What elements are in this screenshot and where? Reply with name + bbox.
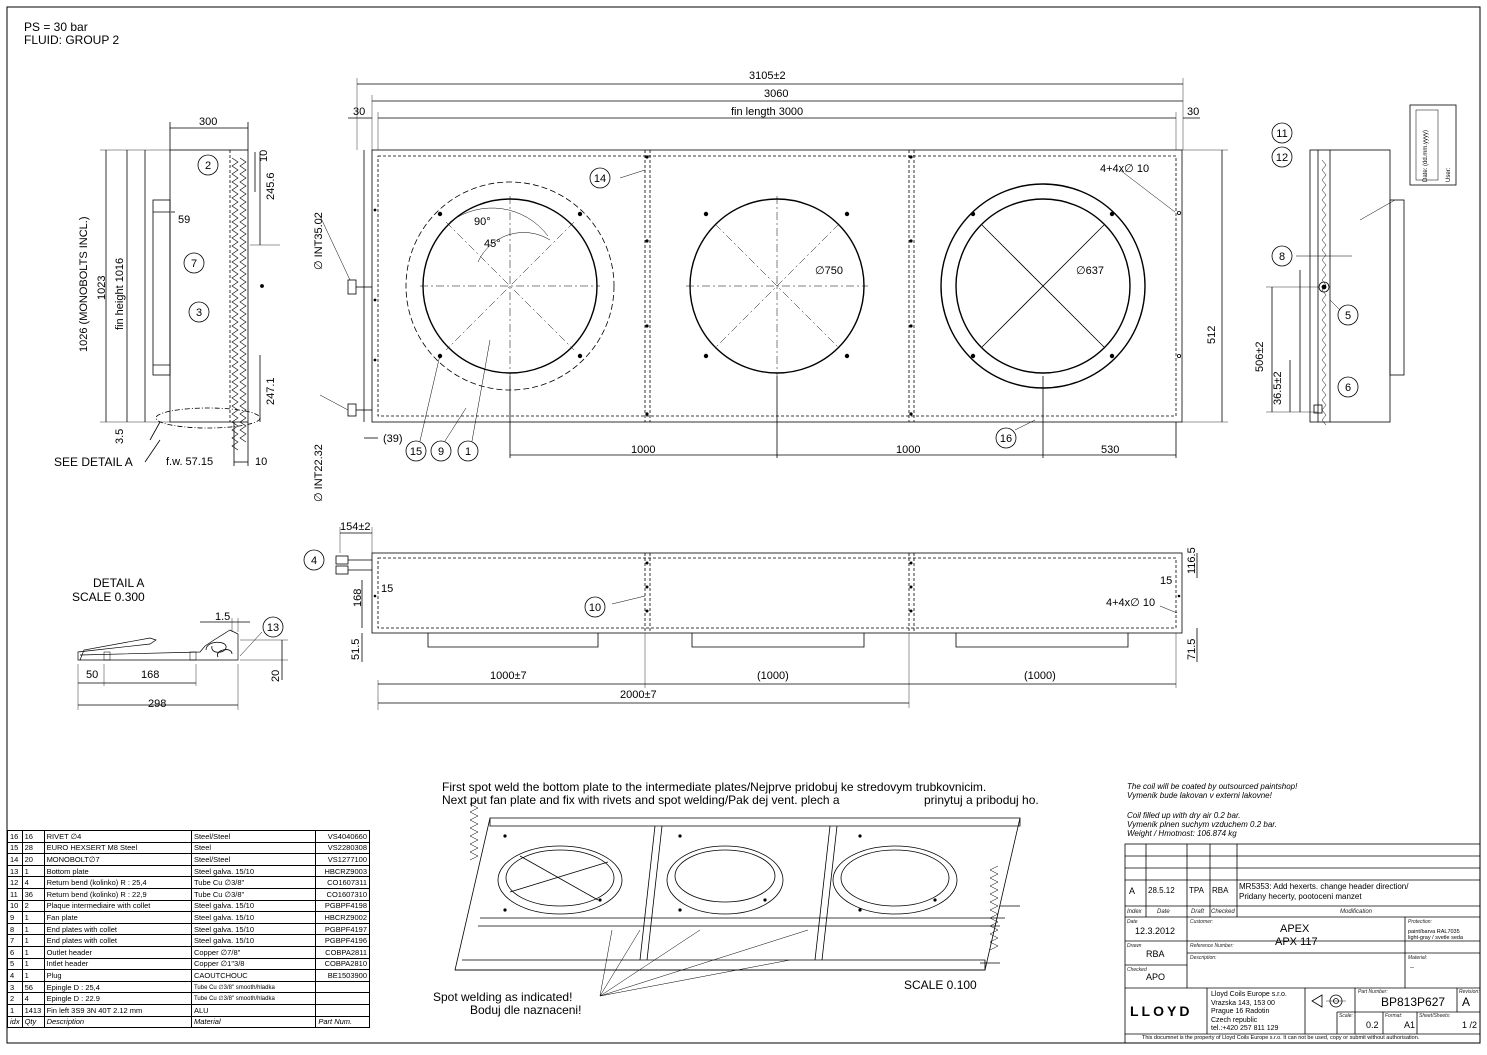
bom-idx: 1 xyxy=(8,1004,23,1016)
dim-300: 300 xyxy=(199,116,218,128)
spot-weld-leaders xyxy=(600,930,808,996)
dim-overall: 3105±2 xyxy=(749,70,786,82)
coating-note-6: Weight / Hmotnost: 106.874 kg xyxy=(1127,829,1237,838)
tb-protection-1: paint/barva RAL7035 xyxy=(1408,929,1460,935)
rev-modification-2: Pridany hecerty, pootoceni manzet xyxy=(1239,892,1362,901)
label-description: Description: xyxy=(1190,955,1217,961)
detail-168: 168 xyxy=(141,669,160,681)
dim-30-right: 30 xyxy=(1187,106,1200,118)
dim-512: 512 xyxy=(1206,325,1218,344)
bom-qty: 2 xyxy=(22,900,44,912)
tb-format: A1 xyxy=(1404,1020,1416,1030)
dim-36-5: 36.5±2 xyxy=(1272,371,1284,405)
bom-header-row xyxy=(8,1016,370,1028)
bom-part-num: BE1503900 xyxy=(316,970,370,982)
coating-note-2: Vymenik bude lakovan v externi lakovne! xyxy=(1127,791,1272,800)
bom-qty: 1 xyxy=(22,923,44,935)
tb-date: 12.3.2012 xyxy=(1135,926,1176,936)
bom-material: Copper ∅1"3/8 xyxy=(191,958,315,970)
dim-monobolts: 1026 (MONOBOLTS INCL.) xyxy=(78,216,90,352)
side-view xyxy=(100,122,280,466)
diameter-icon: ∅ xyxy=(1076,265,1086,277)
top-view-frame xyxy=(372,553,1182,633)
bom-idx: 12 xyxy=(8,877,23,889)
rev-checked: RBA xyxy=(1212,886,1229,895)
bom-idx: 15 xyxy=(8,842,23,854)
balloon-11: 11 xyxy=(1276,128,1288,140)
label-protection: Protection: xyxy=(1408,919,1432,925)
bom-row xyxy=(8,842,370,854)
bom-part-num: COBPA2811 xyxy=(316,946,370,958)
bom-material: Tube Cu ∅3/8" smooth/hladka xyxy=(191,981,315,993)
top-view xyxy=(336,527,1197,710)
bom-idx: 3 xyxy=(8,981,23,993)
bom-qty: Qty xyxy=(22,1016,44,1028)
isometric-view xyxy=(455,800,1020,996)
bom-description: EURO HEXSERT M8 Steel xyxy=(44,842,191,854)
bom-part-num: HBCRZ9002 xyxy=(316,912,370,924)
rev-modification-1: MR5353: Add hexerts. change header direction/ xyxy=(1239,882,1409,891)
tb-material: -- xyxy=(1410,965,1414,971)
dim-506: 506±2 xyxy=(1254,341,1266,372)
bom-description: Return bend (kolinko) R : 22,9 xyxy=(44,888,191,900)
dim-530: 530 xyxy=(1101,444,1120,456)
dim-245-6: 245.6 xyxy=(265,172,277,200)
bom-qty: 16 xyxy=(22,831,44,843)
coating-note-4: Coil filled up with dry air 0.2 bar. xyxy=(1127,811,1241,820)
bom-row xyxy=(8,993,370,1005)
dim-51-5: 51.5 xyxy=(350,638,362,660)
diameter-icon: ∅ xyxy=(313,489,325,502)
dim-116-5: 116.5 xyxy=(1186,547,1198,574)
spot-welding-en: Spot welding as indicated! xyxy=(433,990,573,1004)
bom-material: ALU xyxy=(191,1004,315,1016)
bom-qty: 1413 xyxy=(22,1004,44,1016)
bom-description: Epingle D : 22.9 xyxy=(44,993,191,1005)
bom-qty: 20 xyxy=(22,854,44,866)
bom-material: CAOUTCHOUC xyxy=(191,970,315,982)
dim-fin-height: fin height 1016 xyxy=(114,257,126,330)
bom-idx: 7 xyxy=(8,935,23,947)
balloon-9: 9 xyxy=(437,446,445,458)
company-line: Prague 16 Radotin xyxy=(1211,1008,1270,1015)
bom-material: Material xyxy=(191,1016,315,1028)
dim-1000-p1: (1000) xyxy=(757,670,789,682)
bom-description: End plates with collet xyxy=(44,923,191,935)
bill-of-materials xyxy=(7,830,370,1028)
pressure-note: PS = 30 bar xyxy=(24,20,88,34)
label-part-number: Part Number: xyxy=(1358,989,1388,995)
coating-note-5: Vymenik plnen suchym vzduchem 0.2 bar. xyxy=(1127,820,1277,829)
bom-qty: 4 xyxy=(22,993,44,1005)
label-tag-date: Date: (dd.mm.yyyy) xyxy=(1423,129,1429,182)
bom-idx: idx xyxy=(8,1016,23,1028)
bom-qty: 36 xyxy=(22,888,44,900)
mounting-holes xyxy=(374,155,1115,415)
bom-row xyxy=(8,1004,370,1016)
bom-qty: 1 xyxy=(22,865,44,877)
dim-int-top: ∅ INT35.02 xyxy=(313,212,325,270)
instruction-line-1: First spot weld the bottom plate to the intermediate plates/Nejprve pridobuj ke stredovym trubkovnicim. xyxy=(442,780,987,794)
bom-part-num: VS2280308 xyxy=(316,842,370,854)
tb-revision: A xyxy=(1462,995,1471,1009)
bom-qty: 1 xyxy=(22,912,44,924)
bom-qty: 4 xyxy=(22,877,44,889)
bom-material: Tube Cu ∅3/8" smooth/hladka xyxy=(191,993,315,1005)
dim-1000-a: 1000 xyxy=(631,444,656,456)
company-line: tel.:+420 257 811 129 xyxy=(1211,1025,1279,1032)
label-draft: Draft xyxy=(1191,909,1205,915)
bom-part-num: HBCRZ9003 xyxy=(316,865,370,877)
bom-row xyxy=(8,900,370,912)
bom-idx: 11 xyxy=(8,888,23,900)
angle-90: 90° xyxy=(474,216,491,228)
holes-top: 4+4x∅ 10 xyxy=(1100,163,1150,175)
bom-row xyxy=(8,923,370,935)
bom-row xyxy=(8,865,370,877)
instruction-line-2a: Next put fan plate and fix with rivets and spot welding/Pak dej vent. plech a xyxy=(442,793,840,807)
dim-15-right: 15 xyxy=(1160,575,1173,587)
bom-qty: 28 xyxy=(22,842,44,854)
label-scale: Scale: xyxy=(1339,1013,1353,1019)
diameter-icon: ∅ xyxy=(1124,163,1134,175)
bom-description: End plates with collet xyxy=(44,935,191,947)
bom-qty: 1 xyxy=(22,935,44,947)
bom-qty: 56 xyxy=(22,981,44,993)
bom-part-num xyxy=(316,981,370,993)
bom-idx: 16 xyxy=(8,831,23,843)
bom-idx: 9 xyxy=(8,912,23,924)
bom-idx: 10 xyxy=(8,900,23,912)
detail-title: DETAIL A xyxy=(93,576,145,590)
coating-note-1: The coil will be coated by outsourced paintshop! xyxy=(1127,782,1298,791)
company-logo: LLOYD xyxy=(1130,1003,1193,1019)
label-checked: Checked xyxy=(1211,909,1235,915)
bom-idx: 6 xyxy=(8,946,23,958)
dim-fin-length: fin length 3000 xyxy=(731,106,804,118)
dim-2000-7: 2000±7 xyxy=(620,689,657,701)
balloon-12: 12 xyxy=(1275,152,1289,164)
label-drawn: Drawn xyxy=(1127,943,1142,949)
balloon-4: 4 xyxy=(310,555,318,567)
bom-row xyxy=(8,935,370,947)
company-line: Czech republic xyxy=(1211,1016,1258,1024)
balloon-13: 13 xyxy=(266,622,280,634)
spot-welding-cz: Boduj dle naznaceni! xyxy=(470,1003,582,1017)
bom-material: Tube Cu ∅3/8" xyxy=(191,888,315,900)
bom-qty: 1 xyxy=(22,958,44,970)
bom-material: Steel galva. 15/10 xyxy=(191,912,315,924)
bom-material: Tube Cu ∅3/8" xyxy=(191,877,315,889)
holes-bottom: 4+4x∅ 10 xyxy=(1106,597,1156,609)
label-sheet: Sheet/Sheets: xyxy=(1419,1013,1451,1019)
bom-material: Steel galva. 15/10 xyxy=(191,900,315,912)
tb-customer: APEX xyxy=(1280,923,1310,935)
rev-drafted: TPA xyxy=(1189,886,1204,895)
bom-part-num xyxy=(316,993,370,1005)
instruction-line-2b: prinytuj a priboduj ho. xyxy=(924,793,1039,807)
bom-material: Copper ∅7/8" xyxy=(191,946,315,958)
bom-part-num: PGBPF4198 xyxy=(316,900,370,912)
company-address xyxy=(1211,991,1287,1034)
tb-protection-2: light-gray / svetle seda xyxy=(1408,935,1464,941)
bom-idx: 8 xyxy=(8,923,23,935)
rev-index: A xyxy=(1129,886,1136,896)
bom-part-num: COBPA2810 xyxy=(316,958,370,970)
dim-247-1: 247.1 xyxy=(265,377,277,405)
dim-1000-b: 1000 xyxy=(896,444,921,456)
detail-50: 50 xyxy=(86,669,99,681)
bom-description: Return bend (kolinko) R : 25,4 xyxy=(44,877,191,889)
bom-description: Fan plate xyxy=(44,912,191,924)
bom-idx: 5 xyxy=(8,958,23,970)
leader-lines xyxy=(420,170,1175,441)
balloon-15: 15 xyxy=(409,446,423,458)
balloon-2: 2 xyxy=(204,160,212,172)
iso-scale: SCALE 0.100 xyxy=(904,978,977,992)
bom-material: Steel galva. 15/10 xyxy=(191,935,315,947)
disclaimer: This documnet is the property of Lloyd Coils Europe s.r.o. It can not be used, copy or submit without authorisation. xyxy=(1142,1035,1420,1041)
bom-row xyxy=(8,970,370,982)
bom-material: Steel galva. 15/10 xyxy=(191,865,315,877)
bom-row xyxy=(8,958,370,970)
label-customer: Customer: xyxy=(1190,919,1214,925)
dim-30-left: 30 xyxy=(353,106,366,118)
bom-material: Steel xyxy=(191,842,315,854)
balloon-14: 14 xyxy=(593,173,607,185)
bom-part-num: PGBPF4196 xyxy=(316,935,370,947)
detail-scale: SCALE 0.300 xyxy=(72,590,145,604)
dim-71-5: 71.5 xyxy=(1186,638,1198,660)
balloon-10: 10 xyxy=(588,602,602,614)
bom-row xyxy=(8,877,370,889)
balloon-8: 8 xyxy=(1278,251,1286,263)
rev-date: 28.5.12 xyxy=(1148,886,1175,895)
bom-description: RIVET ∅4 xyxy=(44,831,191,843)
bom-row xyxy=(8,854,370,866)
detail-1-5: 1.5 xyxy=(215,611,231,623)
label-checked-by: Checked xyxy=(1127,967,1147,973)
label-format: Format: xyxy=(1385,1013,1403,1019)
bom-description: Outlet header xyxy=(44,946,191,958)
bom-row xyxy=(8,981,370,993)
bom-part-num: PGBPF4197 xyxy=(316,923,370,935)
tb-scale: 0.2 xyxy=(1366,1020,1379,1030)
bom-description: Plaque intermediaire with collet xyxy=(44,900,191,912)
label-reference: Reference Number: xyxy=(1190,943,1234,949)
dim-10-bottom: 10 xyxy=(255,456,268,468)
bom-part-num: CO1607311 xyxy=(316,877,370,889)
label-tb-date: Date xyxy=(1127,919,1138,925)
bom-description: Plug xyxy=(44,970,191,982)
diameter-icon: ∅ xyxy=(313,257,325,270)
fluid-note: FLUID: GROUP 2 xyxy=(24,33,120,47)
dim-1000-7: 1000±7 xyxy=(490,670,527,682)
bom-part-num: Part Num. xyxy=(316,1016,370,1028)
bom-row xyxy=(8,888,370,900)
balloon-3: 3 xyxy=(195,307,203,319)
label-modification: Modification xyxy=(1340,909,1373,915)
dim-10-top: 10 xyxy=(258,149,270,162)
dim-3-5: 3.5 xyxy=(114,428,126,444)
bom-part-num: VS4040660 xyxy=(316,831,370,843)
bom-idx: 2 xyxy=(8,993,23,1005)
bom-description: Fin left 3S9 3N 40T 2.12 mm xyxy=(44,1004,191,1016)
dim-154: 154±2 xyxy=(340,521,371,533)
label-material: Material: xyxy=(1408,955,1428,961)
tb-product: APX 117 xyxy=(1275,936,1318,948)
bom-description: Bottom plate xyxy=(44,865,191,877)
bom-material: Steel/Steel xyxy=(191,854,315,866)
bom-material: Steel galva. 15/10 xyxy=(191,923,315,935)
side-view-body xyxy=(170,150,248,422)
detail-a xyxy=(78,618,288,710)
dim-39: (39) xyxy=(383,433,403,445)
bom-part-num: VS1277100 xyxy=(316,854,370,866)
dim-3060: 3060 xyxy=(764,88,789,100)
bom-description: MONOBOLT∅7 xyxy=(44,854,191,866)
bom-description: Epingle D : 25,4 xyxy=(44,981,191,993)
bom-description: Intlet header xyxy=(44,958,191,970)
dim-15-left: 15 xyxy=(381,583,394,595)
bom-idx: 4 xyxy=(8,970,23,982)
bom-idx: 13 xyxy=(8,865,23,877)
bom-idx: 14 xyxy=(8,854,23,866)
balloon-6: 6 xyxy=(1344,382,1352,394)
dia-750: ∅750 xyxy=(815,265,843,277)
dim-59: 59 xyxy=(178,214,191,226)
angle-45: 45° xyxy=(484,238,501,250)
balloon-1: 1 xyxy=(464,446,472,458)
detail-20: 20 xyxy=(270,669,282,682)
bom-material: Steel/Steel xyxy=(191,831,315,843)
company-line: Vrazska 143, 153 00 xyxy=(1211,999,1275,1007)
balloon-7: 7 xyxy=(190,258,198,270)
bom-row xyxy=(8,831,370,843)
side-view-flange xyxy=(153,200,170,375)
dim-int-bottom: ∅ INT22.32 xyxy=(313,444,325,502)
label-tag-user: User: xyxy=(1446,167,1452,182)
balloon-16: 16 xyxy=(999,433,1013,445)
tb-part-number: BP813P627 xyxy=(1381,995,1446,1009)
dim-1023: 1023 xyxy=(96,275,108,300)
bom-description: Description xyxy=(44,1016,191,1028)
dim-168-side: 168 xyxy=(352,588,364,607)
dia-637: ∅637 xyxy=(1076,265,1104,277)
bom-part-num xyxy=(316,1004,370,1016)
label-date: Date xyxy=(1157,909,1170,915)
diameter-icon: ∅ xyxy=(1130,597,1140,609)
tb-drawn: RBA xyxy=(1146,949,1165,959)
tb-sheet: 1 /2 xyxy=(1462,1020,1478,1030)
tube-pattern xyxy=(232,158,246,450)
bom-row xyxy=(8,946,370,958)
diameter-icon: ∅ xyxy=(815,265,825,277)
projection-symbol xyxy=(1312,995,1322,1007)
label-index: Index xyxy=(1127,909,1142,915)
dim-fw: f.w. 57.15 xyxy=(166,456,214,468)
tb-checked: APO xyxy=(1146,972,1166,982)
bom-row xyxy=(8,912,370,924)
see-detail-a: SEE DETAIL A xyxy=(54,455,133,469)
label-revision: Revision: xyxy=(1459,989,1480,995)
bom-part-num: CO1607310 xyxy=(316,888,370,900)
balloon-5: 5 xyxy=(1344,310,1352,322)
bom-qty: 1 xyxy=(22,946,44,958)
company-line: Lloyd Coils Europe s.r.o. xyxy=(1211,991,1287,998)
bom-qty: 1 xyxy=(22,970,44,982)
dim-1000-p2: (1000) xyxy=(1024,670,1056,682)
detail-298: 298 xyxy=(148,698,167,710)
